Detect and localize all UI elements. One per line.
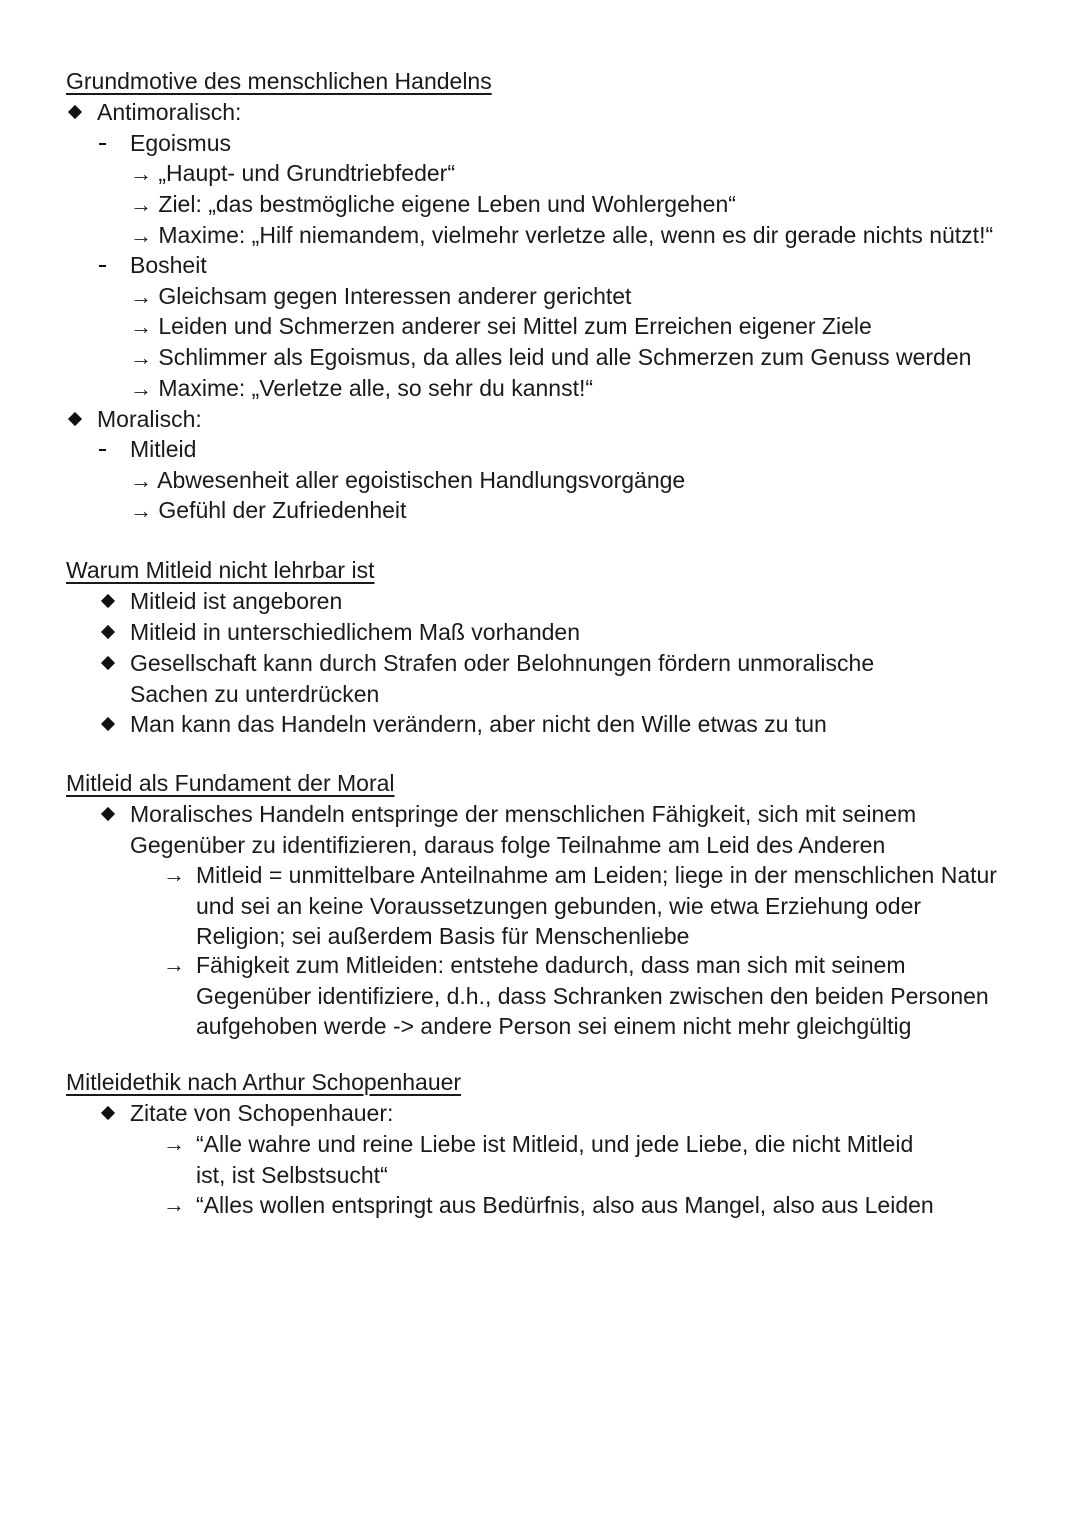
list-item (130, 495, 406, 527)
section-heading: Mitleid als Fundament der Moral (66, 770, 395, 796)
arrow-right-icon: → (130, 345, 152, 370)
subitem-label: Bosheit (130, 252, 207, 278)
dash-bullet-icon (99, 143, 106, 145)
list-item (130, 158, 455, 190)
list-item: Gesellschaft kann durch Strafen oder Belohnungen fördern unmoralische Sachen zu unterdrücken (130, 650, 875, 707)
arrow-right-icon: → (130, 192, 152, 217)
point-text: Leiden und Schmerzen anderer sei Mittel zum Erreichen eigener Ziele (158, 313, 872, 339)
section-heading: Warum Mitleid nicht lehrbar ist (66, 557, 375, 583)
arrow-right-icon: → (130, 376, 152, 401)
list-item: Mitleid in unterschiedlichem Maß vorhanden (130, 619, 580, 645)
list-item (130, 281, 631, 313)
arrow-right-icon: → (163, 1131, 185, 1156)
diamond-bullet-icon (101, 625, 115, 639)
diamond-bullet-icon (101, 656, 115, 670)
arrow-right-icon: → (130, 498, 152, 523)
list-item (130, 220, 993, 252)
category-label: Moralisch: (97, 406, 202, 432)
point-text: Fähigkeit zum Mitleiden: entstehe dadurch, dass man sich mit seinem Gegenüber identifiziere, d.h., dass Schranken zwischen den beiden Personen aufgehoben werde -> andere Person sei einem nicht mehr gleichgültig (196, 952, 989, 1040)
list-item: Moralisches Handeln entspringe der menschlichen Fähigkeit, sich mit seinem Gegenüber zu identifizieren, daraus folge Teilnahme am Leid des Anderen (130, 801, 917, 858)
diamond-bullet-icon (68, 105, 82, 119)
list-item (130, 189, 736, 221)
subitem-label: Mitleid (130, 436, 197, 462)
arrow-right-icon: → (130, 284, 152, 309)
arrow-right-icon: → (163, 1192, 185, 1217)
diamond-bullet-icon (101, 594, 115, 608)
point-text: Abwesenheit aller egoistischen Handlungsvorgänge (157, 467, 686, 493)
list-item: Man kann das Handeln verändern, aber nicht den Wille etwas zu tun (130, 711, 827, 737)
point-text: „Haupt- und Grundtriebfeder“ (158, 160, 455, 186)
diamond-bullet-icon (101, 1106, 115, 1120)
point-text: “Alle wahre und reine Liebe ist Mitleid, und jede Liebe, die nicht Mitleid ist, ist Selbstsucht“ (196, 1131, 914, 1188)
list-item (130, 311, 872, 343)
list-item (130, 465, 685, 497)
diamond-bullet-icon (101, 717, 115, 731)
point-text: Ziel: „das bestmögliche eigene Leben und Wohlergehen“ (158, 191, 736, 217)
dash-bullet-icon (99, 449, 106, 451)
point-text: Schlimmer als Egoismus, da alles leid und alle Schmerzen zum Genuss werden (158, 344, 972, 370)
point-text: Gleichsam gegen Interessen anderer gerichtet (158, 283, 632, 309)
point-text: “Alles wollen entspringt aus Bedürfnis, also aus Mangel, also aus Leiden (196, 1192, 934, 1218)
list-item (130, 342, 971, 374)
point-text: Maxime: „Verletze alle, so sehr du kannst!“ (158, 375, 594, 401)
section-heading: Mitleidethik nach Arthur Schopenhauer (66, 1069, 462, 1095)
dash-bullet-icon (99, 265, 106, 267)
arrow-right-icon: → (163, 862, 185, 887)
category-label: Antimoralisch: (97, 99, 242, 125)
diamond-bullet-icon (68, 412, 82, 426)
arrow-right-icon: → (163, 952, 185, 977)
arrow-right-icon: → (130, 161, 152, 186)
arrow-right-icon: → (130, 468, 152, 493)
section-heading: Grundmotive des menschlichen Handelns (66, 68, 492, 94)
arrow-right-icon: → (130, 223, 152, 248)
arrow-right-icon: → (130, 314, 152, 339)
point-text: Gefühl der Zufriedenheit (158, 497, 407, 523)
point-text: Maxime: „Hilf niemandem, vielmehr verletze alle, wenn es dir gerade nichts nützt!“ (158, 222, 994, 248)
list-item (130, 373, 593, 405)
list-item: Zitate von Schopenhauer: (130, 1100, 394, 1126)
subitem-label: Egoismus (130, 130, 231, 156)
point-text: Mitleid = unmittelbare Anteilnahme am Leiden; liege in der menschlichen Natur und sei an keine Voraussetzungen gebunden, wie etwa Erziehung oder Religion; sei außerdem Basis für Menschenliebe (196, 862, 997, 950)
list-item: Mitleid ist angeboren (130, 588, 343, 614)
diamond-bullet-icon (101, 807, 115, 821)
